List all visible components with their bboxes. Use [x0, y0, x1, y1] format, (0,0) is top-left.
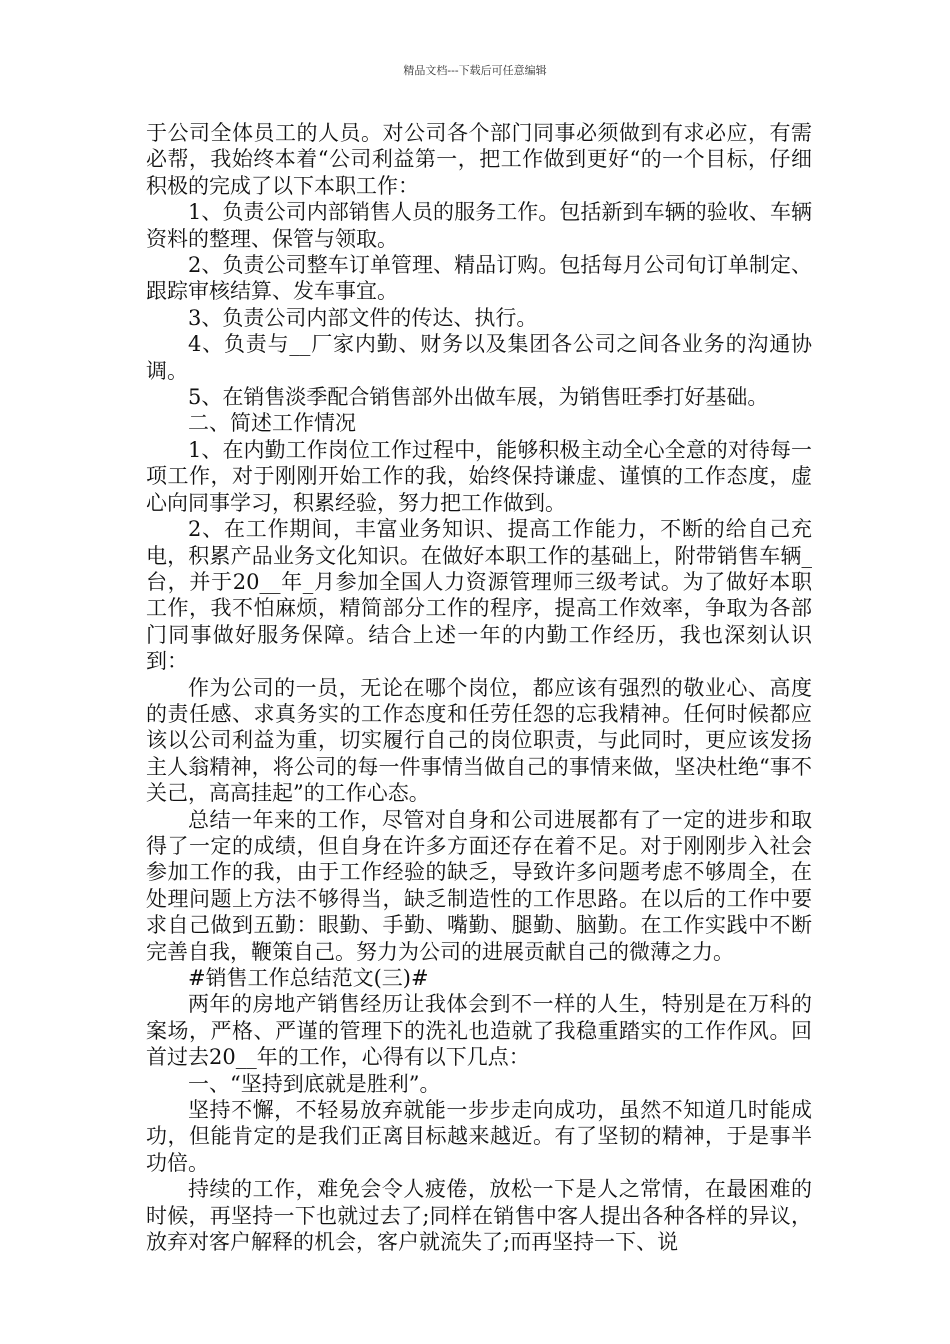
- paragraph: 4、负责与__厂家内勤、财务以及集团各公司之间各业务的沟通协调。: [146, 332, 812, 383]
- paragraph: 坚持不懈，不轻易放弃就能一步步走向成功，虽然不知道几时能成功，但能肯定的是我们正离目标越来越近。有了坚韧的精神，于是事半功倍。: [146, 1098, 812, 1175]
- paragraph: 一、“坚持到底就是胜利”。: [188, 1071, 441, 1096]
- paragraph: 3、负责公司内部文件的传达、执行。: [188, 305, 538, 330]
- page-header: 精品文档---下载后可任意编辑: [403, 64, 547, 77]
- paragraph: 总结一年来的工作，尽管对自身和公司进展都有了一定的进步和取得了一定的成绩，但自身在许多方面还存在着不足。对于刚刚步入社会参加工作的我，由于工作经验的缺乏，导致许多问题考虑不够周全，在处理问题上方法不够得当，缺乏制造性的工作思路。在以后的工作中要求自己做到五勤：眼勤、手勤、嘴勤、腿勤、脑勤。在工作实践中不断完善自我，鞭策自己。努力为公司的进展贡献自己的微薄之力。: [146, 807, 812, 964]
- paragraph: 5、在销售淡季配合销售部外出做车展，为销售旺季打好基础。: [188, 385, 769, 410]
- paragraph: 2、负责公司整车订单管理、精品订购。包括每月公司旬订单制定、跟踪审核结算、发车事宜。: [146, 253, 812, 304]
- paragraph: 二、简述工作情况: [188, 411, 356, 436]
- document-body: [146, 120, 812, 1255]
- paragraph: 持续的工作，难免会令人疲倦，放松一下是人之常情，在最困难的时候，再坚持一下也就过去了;同样在销售中客人提出各种各样的异议，放弃对客户解释的机会，客户就流失了;而再坚持一下、说: [146, 1177, 812, 1255]
- paragraph: 1、负责公司内部销售人员的服务工作。包括新到车辆的验收、车辆资料的整理、保管与领取。: [146, 200, 812, 251]
- paragraph: 两年的房地产销售经历让我体会到不一样的人生，特别是在万科的案场，严格、严谨的管理下的洗礼也造就了我稳重踏实的工作作风。回首过去20__年的工作，心得有以下几点：: [146, 992, 812, 1070]
- paragraph: 作为公司的一员，无论在哪个岗位，都应该有强烈的敬业心、高度的责任感、求真务实的工作态度和任劳任怨的忘我精神。任何时候都应该以公司利益为重，切实履行自己的岗位职责，与此同时，更应该发扬主人翁精神，将公司的每一件事情当做自己的事情来做，坚决杜绝“事不关己，高高挂起”的工作心态。: [146, 675, 812, 806]
- paragraph: 2、在工作期间，丰富业务知识、提高工作能力，不断的给自己充电，积累产品业务文化知识。在做好本职工作的基础上，附带销售车辆_台，并于20__年_月参加全国人力资源管理师三级考试。为了做好本职工作，我不怕麻烦，精简部分工作的程序，提高工作效率，争取为各部门同事做好服务保障。结合上述一年的内勤工作经历，我也深刻认识到：: [146, 517, 812, 674]
- paragraph: #销售工作总结范文(三)#: [188, 966, 429, 990]
- paragraph: 于公司全体员工的人员。对公司各个部门同事必须做到有求必应，有需必帮，我始终本着“公司利益第一，把工作做到更好“的一个目标，仔细积极的完成了以下本职工作：: [146, 121, 812, 198]
- paragraph: 1、在内勤工作岗位工作过程中，能够积极主动全心全意的对待每一项工作，对于刚刚开始工作的我，始终保持谦虚、谨慎的工作态度，虚心向同事学习，积累经验，努力把工作做到。: [146, 437, 812, 515]
